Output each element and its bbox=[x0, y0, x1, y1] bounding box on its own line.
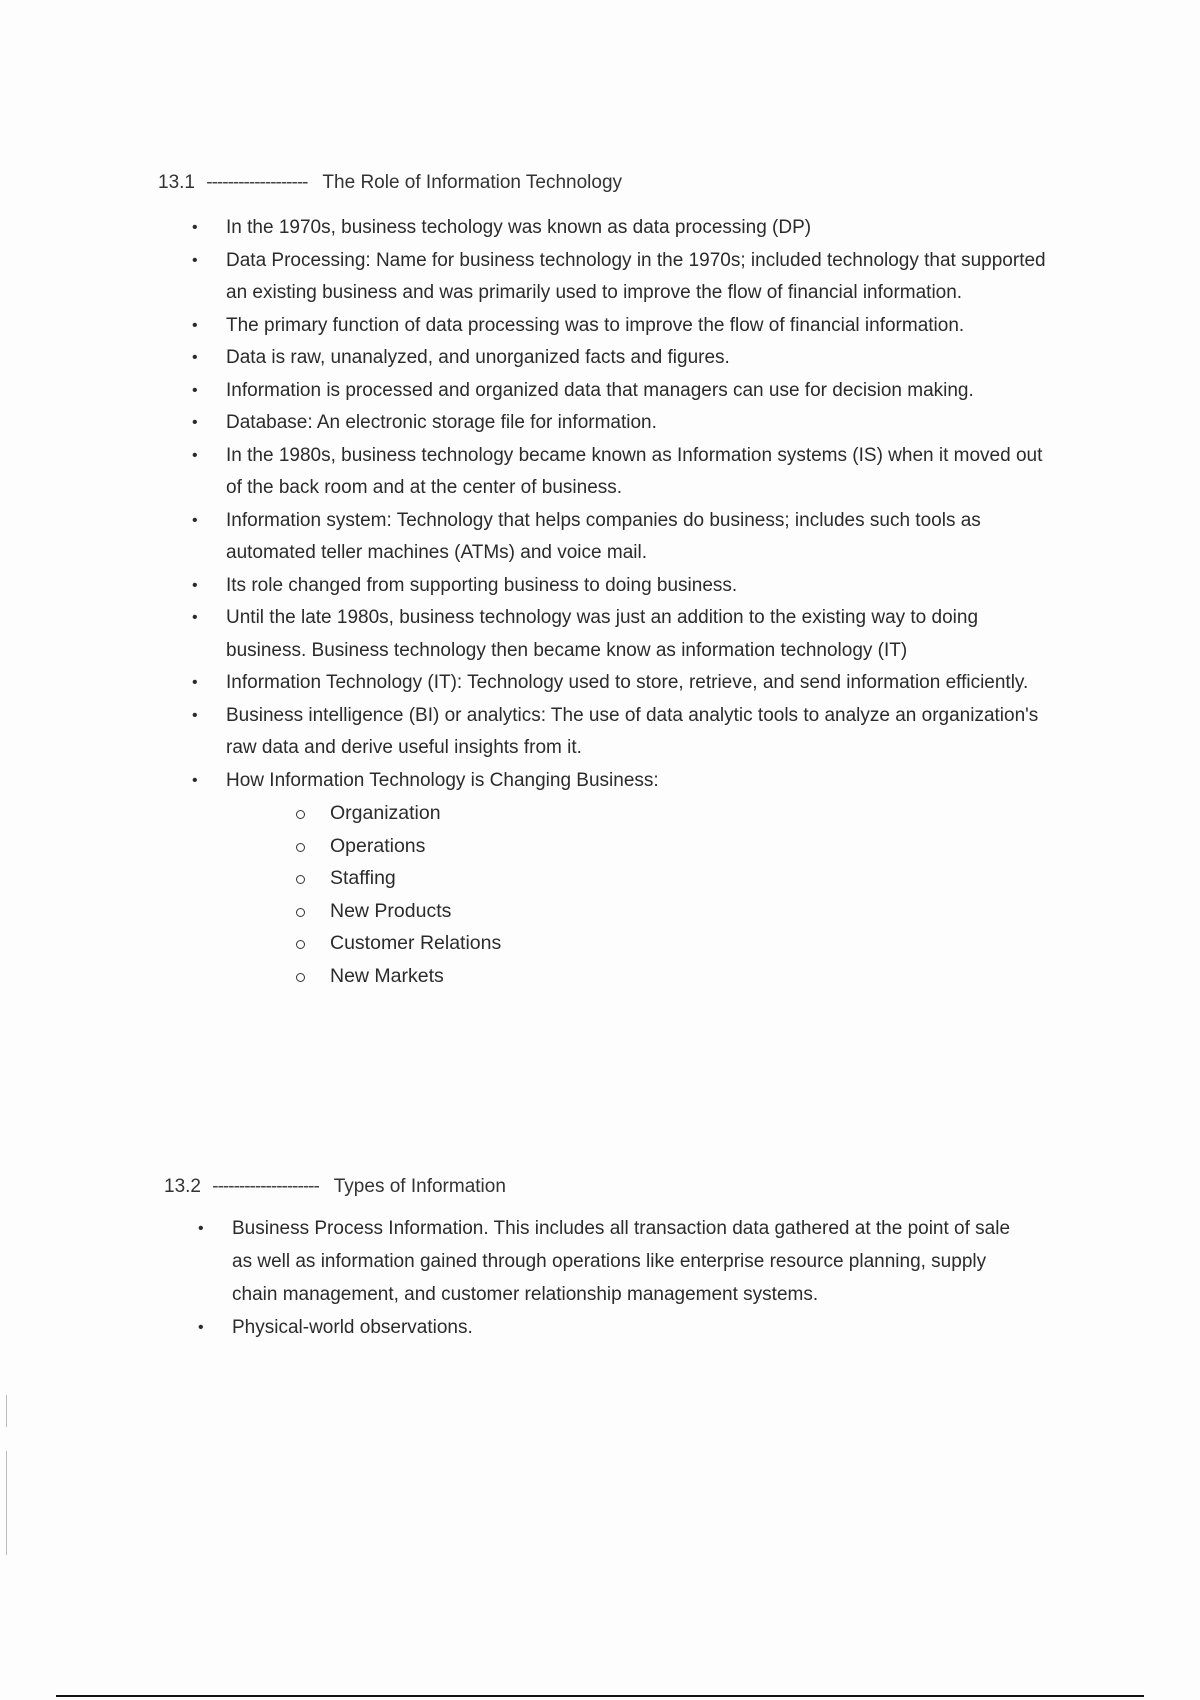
bullet-icon: • bbox=[192, 316, 198, 334]
list-item-text: Database: An electronic storage file for information. bbox=[226, 412, 657, 433]
list-item-text: The primary function of data processing was to improve the flow of financial information. bbox=[226, 314, 965, 336]
list-item bbox=[190, 505, 1050, 570]
list-item-text: Physical-world observations. bbox=[232, 1317, 473, 1338]
bullet-icon: • bbox=[192, 609, 198, 626]
bullet-icon: • bbox=[192, 251, 198, 269]
list-item-text: Information Technology (IT): Technology used to store, retrieve, and send information efficiently. bbox=[226, 672, 1029, 693]
list-item-text: In the 1980s, business technology became known as Information systems (IS) when it moved out of the back room and at the center of business. bbox=[226, 444, 1043, 498]
section-dashes: ------------------- bbox=[206, 172, 308, 193]
list-item-text: Data is raw, unanalyzed, and unorganized facts and figures. bbox=[226, 347, 730, 368]
circle-bullet-icon bbox=[296, 810, 305, 819]
list-item-text: Information is processed and organized data that managers can use for decision making. bbox=[226, 379, 974, 401]
bullet-icon: • bbox=[198, 1220, 204, 1237]
sub-list-item bbox=[296, 830, 1050, 863]
list-item bbox=[196, 1311, 1016, 1344]
list-item bbox=[190, 667, 1050, 700]
list-item bbox=[190, 407, 1050, 440]
list-item-text: Data Processing: Name for business technology in the 1970s; included technology that supported an existing business and was primarily used to improve the flow of financial information. bbox=[226, 249, 1046, 303]
sub-list-item-text: Staffing bbox=[330, 867, 396, 889]
list-item bbox=[190, 375, 1050, 408]
sub-list-item-text: New Products bbox=[330, 899, 452, 922]
bullet-icon: • bbox=[198, 1319, 204, 1336]
list-item-text: Until the late 1980s, business technology was just an addition to the existing way to doing business. Business technology then became know as information technology (IT) bbox=[226, 607, 979, 661]
section-number: 13.2 bbox=[164, 1176, 201, 1197]
section-2-bullet-list bbox=[196, 1212, 1016, 1344]
section-heading-13-2 bbox=[164, 1176, 506, 1198]
section-title: The Role of Information Technology bbox=[322, 172, 623, 193]
section-number: 13.1 bbox=[158, 172, 195, 193]
sub-list-item bbox=[296, 797, 1050, 830]
scan-margin-mark bbox=[6, 1395, 7, 1555]
bullet-icon: • bbox=[192, 381, 198, 399]
circle-bullet-icon bbox=[296, 940, 305, 949]
list-item bbox=[190, 700, 1050, 765]
list-item bbox=[190, 440, 1050, 505]
sub-list-item-text: Operations bbox=[330, 834, 426, 857]
list-item bbox=[190, 602, 1050, 667]
circle-bullet-icon bbox=[296, 973, 305, 982]
bullet-icon: • bbox=[192, 771, 198, 789]
list-item-text: Information system: Technology that helps companies do business; includes such tools as automated teller machines (ATMs) and voice mail. bbox=[226, 509, 981, 563]
bullet-icon: • bbox=[192, 674, 198, 691]
bullet-icon: • bbox=[192, 219, 198, 236]
bullet-icon: • bbox=[192, 446, 198, 464]
bullet-icon: • bbox=[192, 349, 198, 366]
footer-rule bbox=[56, 1695, 1144, 1697]
sub-list-item-text: New Markets bbox=[330, 964, 444, 987]
list-item bbox=[190, 342, 1050, 375]
circle-bullet-icon bbox=[296, 843, 305, 852]
bullet-icon: • bbox=[192, 576, 198, 594]
sub-list-item-text: Organization bbox=[330, 802, 441, 824]
section-1-bullet-list bbox=[190, 212, 1050, 992]
list-item-text: Business Process Information. This includes all transaction data gathered at the point of sale as well as information gained through operations like enterprise resource planning, supply chain management, and customer relationship management systems. bbox=[232, 1218, 1011, 1305]
list-item-text: Its role changed from supporting business to doing business. bbox=[226, 574, 738, 596]
sub-list-item-text: Customer Relations bbox=[330, 932, 502, 954]
bullet-icon: • bbox=[192, 414, 198, 431]
list-item bbox=[190, 310, 1050, 343]
list-item-text: Business intelligence (BI) or analytics: The use of data analytic tools to analyze an organization's raw data and derive useful insights from it. bbox=[226, 704, 1039, 758]
list-item bbox=[190, 765, 1050, 993]
sub-list-item bbox=[296, 895, 1050, 928]
sub-list bbox=[226, 797, 1050, 992]
list-item bbox=[196, 1212, 1016, 1311]
sub-list-item bbox=[296, 960, 1050, 993]
sub-list-item bbox=[296, 927, 1050, 960]
section-dashes: -------------------- bbox=[212, 1176, 319, 1197]
list-item-text: How Information Technology is Changing Business: bbox=[226, 769, 659, 791]
section-heading-13-1 bbox=[158, 172, 622, 194]
section-title: Types of Information bbox=[333, 1176, 506, 1197]
bullet-icon: • bbox=[192, 511, 198, 529]
list-item bbox=[190, 570, 1050, 603]
bullet-icon: • bbox=[192, 706, 198, 724]
circle-bullet-icon bbox=[296, 908, 305, 917]
list-item bbox=[190, 245, 1050, 310]
list-item-text: In the 1970s, business techology was known as data processing (DP) bbox=[226, 217, 812, 238]
sub-list-item bbox=[296, 862, 1050, 895]
list-item bbox=[190, 212, 1050, 245]
circle-bullet-icon bbox=[296, 875, 305, 884]
